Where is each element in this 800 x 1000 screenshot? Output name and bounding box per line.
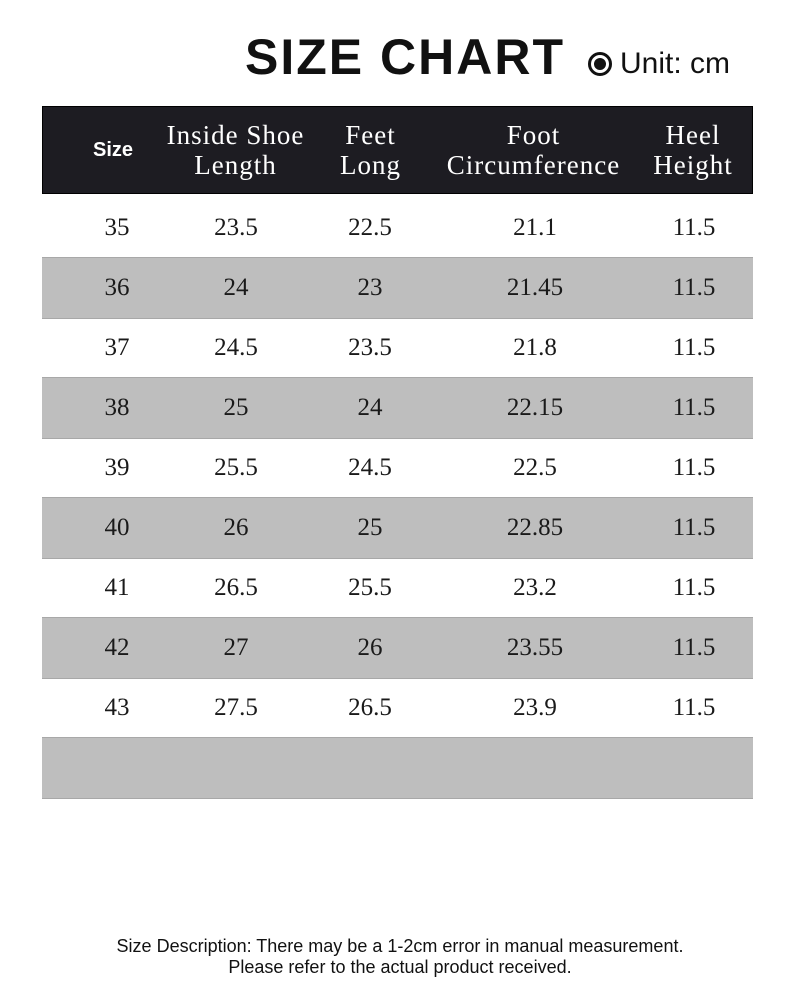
- table-cell: 22.85: [506, 514, 564, 541]
- table-row: [42, 318, 753, 378]
- table-cell: 39: [104, 454, 130, 481]
- table-cell: 11.5: [672, 394, 716, 421]
- radio-selected-icon: [588, 52, 612, 76]
- table-row: [42, 377, 753, 439]
- table-cell: 21.1: [513, 214, 557, 241]
- table-cell: 11.5: [672, 334, 716, 361]
- table-row: [42, 798, 753, 858]
- table-cell: 23.2: [513, 574, 557, 601]
- table-cell: 11.5: [672, 214, 716, 241]
- column-header-inside-shoe-length: Inside Shoe Length: [166, 120, 305, 180]
- table-cell: 24: [357, 394, 383, 421]
- table-row: [42, 257, 753, 319]
- table-cell: 24.5: [214, 334, 258, 361]
- table-cell: 23.55: [506, 634, 564, 661]
- table-cell: 22.5: [348, 214, 392, 241]
- table-cell: 38: [104, 394, 130, 421]
- table-row: [42, 497, 753, 559]
- table-cell: 25: [357, 514, 383, 541]
- table-cell: 26.5: [214, 574, 258, 601]
- table-cell: 21.45: [506, 274, 564, 301]
- table-cell: 35: [104, 214, 130, 241]
- table-cell: 25.5: [348, 574, 392, 601]
- table-cell: 27: [223, 634, 249, 661]
- table-cell: 24.5: [348, 454, 392, 481]
- table-row: [42, 198, 753, 258]
- table-cell: 11.5: [672, 274, 716, 301]
- page-title: SIZE CHART: [245, 29, 565, 85]
- table-cell: 41: [104, 574, 130, 601]
- column-header-feet-long: Feet Long: [340, 120, 401, 180]
- table-cell: 42: [104, 634, 130, 661]
- table-cell: 26: [357, 634, 383, 661]
- size-description: [0, 936, 800, 978]
- table-cell: 37: [104, 334, 130, 361]
- table-cell: 11.5: [672, 514, 716, 541]
- table-cell: 22.5: [513, 454, 557, 481]
- column-header-heel-height: Heel Height: [653, 120, 733, 180]
- unit-label: [588, 44, 730, 84]
- table-header: [42, 106, 753, 194]
- table-row: [42, 617, 753, 679]
- unit-text: Unit: cm: [620, 47, 731, 80]
- table-row: [42, 678, 753, 738]
- table-cell: 40: [104, 514, 130, 541]
- column-header-size: Size: [92, 139, 134, 161]
- table-cell: 23.9: [513, 694, 557, 721]
- footnote-line-1: Size Description: There may be a 1-2cm error in manual measurement.: [116, 936, 684, 956]
- table-cell: 11.5: [672, 634, 716, 661]
- table-cell: 11.5: [672, 454, 716, 481]
- table-cell: 36: [104, 274, 130, 301]
- column-header-foot-circumference: Foot Circumference: [446, 120, 621, 180]
- table-cell: 23.5: [214, 214, 258, 241]
- table-cell: 23: [357, 274, 383, 301]
- table-cell: 24: [223, 274, 249, 301]
- table-cell: 26: [223, 514, 249, 541]
- table-cell: 43: [104, 694, 130, 721]
- table-row: [42, 558, 753, 618]
- table-cell: 25.5: [214, 454, 258, 481]
- table-cell: 25: [223, 394, 249, 421]
- table-cell: 11.5: [672, 574, 716, 601]
- table-cell: 22.15: [506, 394, 564, 421]
- table-cell: 27.5: [214, 694, 258, 721]
- table-cell: 23.5: [348, 334, 392, 361]
- table-row: [42, 737, 753, 799]
- footnote-line-2: Please refer to the actual product received.: [228, 957, 572, 977]
- table-row: [42, 438, 753, 498]
- table-cell: 11.5: [672, 694, 716, 721]
- table-cell: 21.8: [513, 334, 557, 361]
- table-cell: 26.5: [348, 694, 392, 721]
